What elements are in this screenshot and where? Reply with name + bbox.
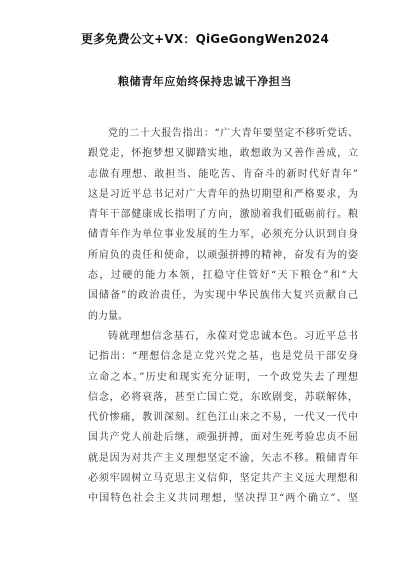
paragraph-line: 态，过硬的能力本领，扛稳守住管好“天下粮仓”和“大 [88, 270, 358, 282]
paragraph-line: 就是因为对共产主义理想坚定不渝，矢志不移。粮储青年 [88, 452, 358, 464]
paragraph-line: 所肩负的责任和使命，以顽强拼搏的精神，奋发有为的姿 [88, 249, 358, 261]
paragraph-line: 立命之本。”历史和现实充分证明，一个政党失去了理想 [88, 371, 358, 383]
paragraph-line: 志做有理想、敢担当、能吃苦、肯奋斗的新时代好青年” [88, 168, 358, 180]
paragraph-line: 国储备”的政治责任，为实现中华民族伟大复兴贡献自己 [88, 290, 358, 302]
paragraph-line: 跟党走，怀抱梦想又脚踏实地，敢想敢为又善作善成，立 [88, 148, 358, 160]
header-watermark-text: 更多免费公文+VX：QiGeGongWen2024 [80, 32, 329, 46]
paragraph-line: 这是习近平总书记对广大青年的热切期望和严格要求，为 [88, 188, 358, 200]
paragraph-line: 铸就理想信念基石，永葆对党忠诚本色。习近平总书 [108, 330, 358, 342]
paragraph-line: 的力量。 [88, 310, 128, 322]
paragraph-line: 中国特色社会主义共同理想，坚决捍卫“两个确立”、坚 [88, 493, 358, 505]
paragraph-2 [88, 327, 358, 510]
paragraph-line: 必须牢固树立马克思主义信仰，坚定共产主义远大理想和 [88, 473, 358, 485]
paragraph-line: 记指出：“理想信念是立党兴党之基，也是党员干部安身 [88, 351, 358, 363]
paragraph-line: 代价惨痛，教训深刻。红色江山来之不易，一代又一代中 [88, 412, 358, 424]
paragraph-line: 储青年作为单位事业发展的生力军，必须充分认识到自身 [88, 229, 358, 241]
paragraph-line: 国共产党人前赴后继，顽强拼搏，面对生死考验忠贞不屈 [88, 432, 358, 444]
document-title: 粮储青年应始终保持忠诚干净担当 [118, 75, 292, 88]
paragraph-line: 党的二十大报告指出：“广大青年要坚定不移听党话、 [108, 128, 358, 139]
paragraph-line: 青年干部健康成长指明了方向，激励着我们砥砺前行。粮 [88, 209, 358, 221]
document-body [88, 124, 358, 510]
paragraph-line: 信念，必将衰落，甚至亡国亡党，东欧剧变，苏联解体， [88, 391, 358, 403]
paragraph-1 [88, 124, 358, 327]
